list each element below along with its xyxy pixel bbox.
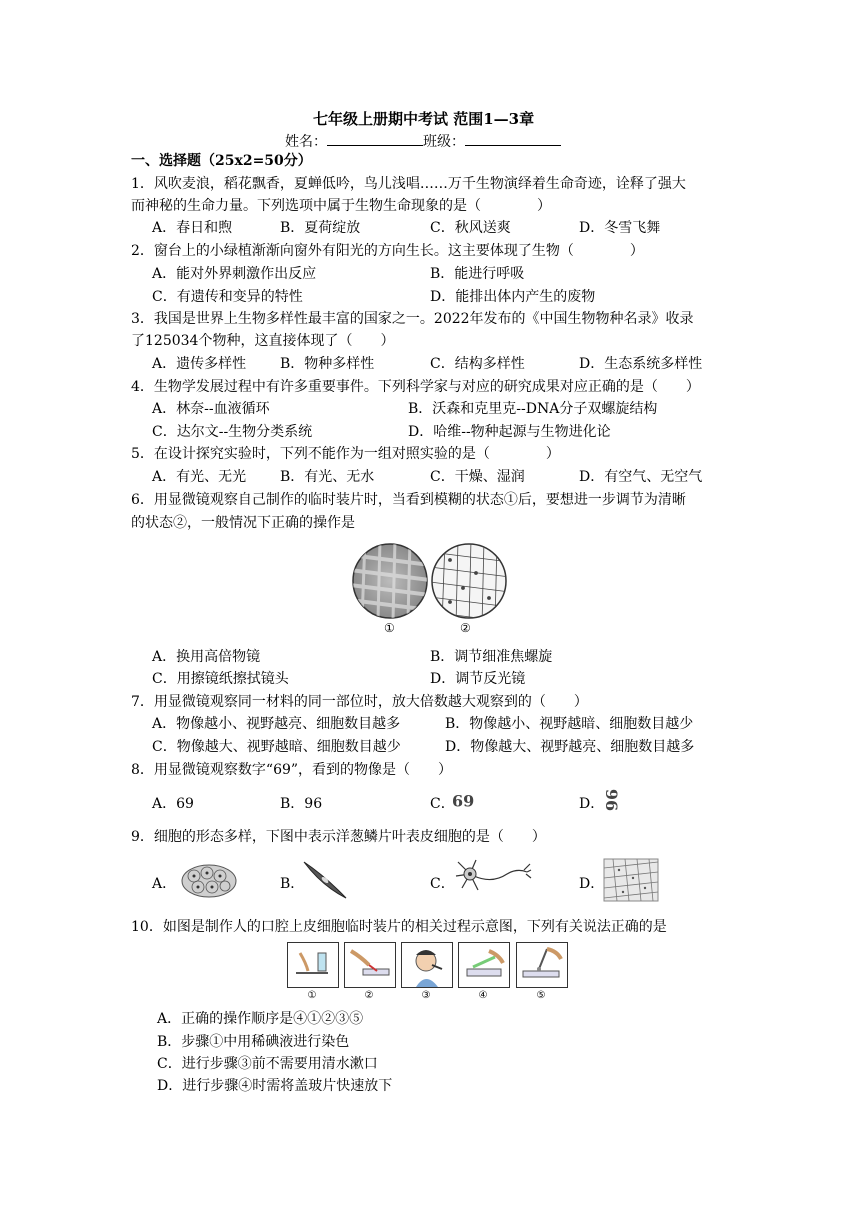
option: D．生态系统多样性 xyxy=(579,356,703,372)
option: B．有光、无水 xyxy=(280,469,375,485)
question-text: 9．细胞的形态多样，下图中表示洋葱鳞片叶表皮细胞的是（ ） xyxy=(131,829,546,845)
option: B．物像越小、视野越暗、细胞数目越少 xyxy=(445,716,694,732)
option: C．结构多样性 xyxy=(430,356,525,372)
question-text: 8．用显微镜观察数字“69”，看到的物像是（ ） xyxy=(131,762,453,778)
question-text: 的状态②，一般情况下正确的操作是 xyxy=(131,515,355,531)
option: D．哈维--物种起源与生物进化论 xyxy=(408,424,611,440)
blurry-view-image xyxy=(350,540,430,620)
option: D．进行步骤④时需将盖玻片快速放下 xyxy=(157,1078,393,1094)
step-label: ⑤ xyxy=(536,990,546,1001)
question-text: 6．用显微镜观察自己制作的临时装片时，当看到模糊的状态①后，要想进一步调节为清晰 xyxy=(131,492,686,508)
epithelial-cells-image xyxy=(180,862,238,900)
option: D． xyxy=(579,796,605,812)
option: C． xyxy=(430,876,455,892)
question-text: 1．风吹麦浪，稻花飘香，夏蝉低吟，鸟儿浅唱……万千生物演绎着生命奇迹，诠释了强大 xyxy=(131,176,686,192)
class-field[interactable] xyxy=(465,131,561,146)
step-image-5 xyxy=(516,942,568,988)
question-text: 2．窗台上的小绿植渐渐向窗外有阳光的方向生长。这主要体现了生物（ ） xyxy=(131,243,644,259)
page-title: 七年级上册期中考试 范围1—3章 xyxy=(313,110,535,128)
option: D．调节反光镜 xyxy=(430,671,526,687)
option: C．用擦镜纸擦拭镜头 xyxy=(152,671,289,687)
option: C．进行步骤③前不需要用清水漱口 xyxy=(157,1056,378,1072)
neuron-image xyxy=(452,854,532,898)
option: C． xyxy=(430,796,455,812)
option: A．有光、无光 xyxy=(152,469,247,485)
option: B．沃森和克里克--DNA分子双螺旋结构 xyxy=(408,401,658,417)
rotated-69-image: 69 xyxy=(452,791,475,810)
step-label: ② xyxy=(364,990,374,1001)
figure-label: ② xyxy=(460,621,471,635)
option: A． xyxy=(152,876,177,892)
step-label: ④ xyxy=(478,990,488,1001)
question-text: 5．在设计探究实验时，下列不能作为一组对照实验的是（ ） xyxy=(131,446,560,462)
option: D．能排出体内产生的废物 xyxy=(430,289,596,305)
class-label: 班级： xyxy=(423,134,465,150)
option: D． xyxy=(579,876,605,892)
section-heading: 一、选择题（25x2=50分） xyxy=(131,153,312,169)
step-image-2 xyxy=(344,942,396,988)
option: B． xyxy=(280,876,305,892)
option: B．夏荷绽放 xyxy=(280,220,361,236)
option: A．能对外界刺激作出反应 xyxy=(152,266,317,282)
option: A．物像越小、视野越亮、细胞数目越多 xyxy=(152,716,401,732)
question-text: 了125034个物种，这直接体现了（ ） xyxy=(131,333,395,349)
step-image-1 xyxy=(287,942,339,988)
microscope-view-figure xyxy=(350,540,510,634)
question-text: 3．我国是世界上生物多样性最丰富的国家之一。2022年发布的《中国生物物种名录》收录 xyxy=(131,311,694,327)
question-text: 而神秘的生命力量。下列选项中属于生物生命现象的是（ ） xyxy=(131,198,551,214)
onion-epidermis-image xyxy=(603,858,659,902)
option: A．林奈--血液循环 xyxy=(152,401,270,417)
question-text: 10．如图是制作人的口腔上皮细胞临时装片的相关过程示意图，下列有关说法正确的是 xyxy=(131,919,667,935)
step-label: ③ xyxy=(421,990,431,1001)
figure-label: ① xyxy=(384,621,395,635)
option: A．69 xyxy=(152,796,194,812)
name-label: 姓名： xyxy=(285,134,327,150)
option: B．步骤①中用稀碘液进行染色 xyxy=(157,1034,350,1050)
option: D．冬雪飞舞 xyxy=(579,220,661,236)
option: B．能进行呼吸 xyxy=(430,266,525,282)
option: C．达尔文--生物分类系统 xyxy=(152,424,313,440)
step-image-4 xyxy=(458,942,510,988)
option: D．物像越大、视野越亮、细胞数目越多 xyxy=(445,739,695,755)
option: B．调节细准焦螺旋 xyxy=(430,649,553,665)
option: C．有遗传和变异的特性 xyxy=(152,289,303,305)
name-class-line xyxy=(285,131,561,151)
muscle-cell-image xyxy=(300,858,350,902)
option: D．有空气、无空气 xyxy=(579,469,703,485)
option: A．正确的操作顺序是④①②③⑤ xyxy=(157,1011,364,1027)
option: A．换用高倍物镜 xyxy=(152,649,261,665)
option: B．96 xyxy=(280,796,323,812)
step-label: ① xyxy=(307,990,317,1001)
question-text: 4．生物学发展过程中有许多重要事件。下列科学家与对应的研究成果对应正确的是（ ） xyxy=(131,379,700,395)
option: A．遗传多样性 xyxy=(152,356,247,372)
name-field[interactable] xyxy=(327,131,423,146)
clear-view-image xyxy=(430,540,510,625)
step-image-3 xyxy=(401,942,453,988)
option: C．干燥、湿润 xyxy=(430,469,525,485)
option: A．春日和煦 xyxy=(152,220,233,236)
option: C．物像越大、视野越暗、细胞数目越少 xyxy=(152,739,401,755)
rotated-96-image: 96 xyxy=(602,788,622,812)
option: B．物种多样性 xyxy=(280,356,375,372)
question-text: 7．用显微镜观察同一材料的同一部位时，放大倍数越大观察到的（ ） xyxy=(131,694,588,710)
option: C．秋风送爽 xyxy=(430,220,511,236)
